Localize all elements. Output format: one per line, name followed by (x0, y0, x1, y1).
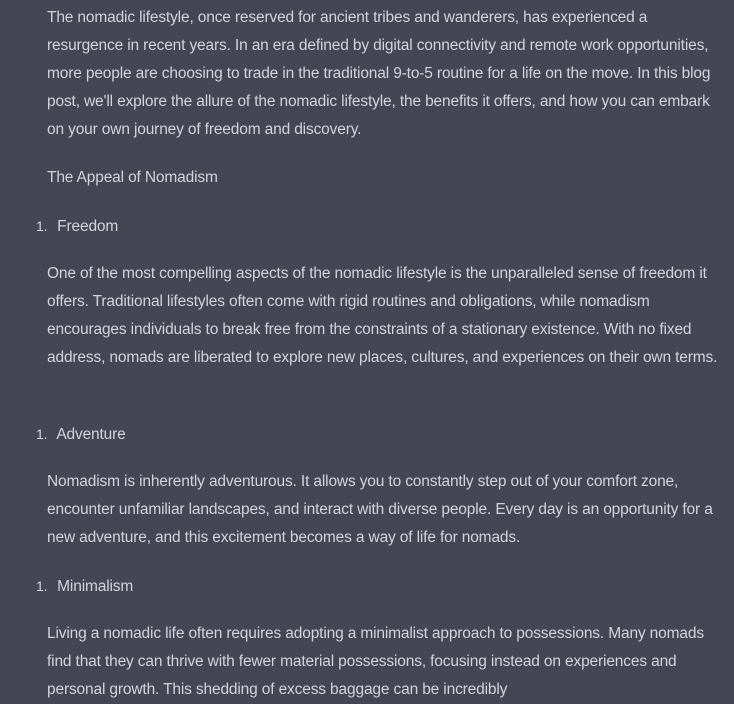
list-item-minimalism (36, 572, 133, 601)
list-item-title: Minimalism (57, 578, 134, 595)
intro-paragraph: The nomadic lifestyle, once reserved for ancient tribes and wanderers, has experienced a resurgence in recent years. In an era defined by digital connectivity and remote work opportunities, more people are choosing to trade in the traditional 9-to-5 routine for a life on the move. In this blog post, we'll explore the allure of the nomadic lifestyle, the benefits it offers, and how you can embark on your own journey of freedom and discovery. (47, 9, 711, 138)
list-item-title: Adventure (56, 426, 126, 443)
section-heading: The Appeal of Nomadism (47, 169, 218, 186)
list-item-adventure (36, 420, 126, 449)
list-number: 1. (36, 218, 48, 234)
adventure-paragraph: Nomadism is inherently adventurous. It allows you to constantly step out of your comfort zone, encounter unfamiliar landscapes, and interact with diverse people. Every day is an opportunity for a new adventure, and this excitement becomes a way of life for nomads. (47, 473, 713, 546)
list-number: 1. (36, 426, 48, 442)
list-item-title: Freedom (57, 218, 119, 235)
list-item-freedom (36, 212, 118, 241)
freedom-paragraph: One of the most compelling aspects of the nomadic lifestyle is the unparalleled sense of freedom it offers. Traditional lifestyles often come with rigid routines and obligations, while nomadism encourages individuals to break free from the constraints of a stationary existence. With no fixed address, nomads are liberated to explore new places, cultures, and experiences on their own terms. (47, 265, 718, 366)
list-number: 1. (36, 578, 48, 594)
minimalism-paragraph: Living a nomadic life often requires adopting a minimalist approach to possessions. Many nomads find that they can thrive with fewer material possessions, focusing instead on experiences and personal growth. This shedding of excess baggage can be incredibly (47, 625, 704, 698)
